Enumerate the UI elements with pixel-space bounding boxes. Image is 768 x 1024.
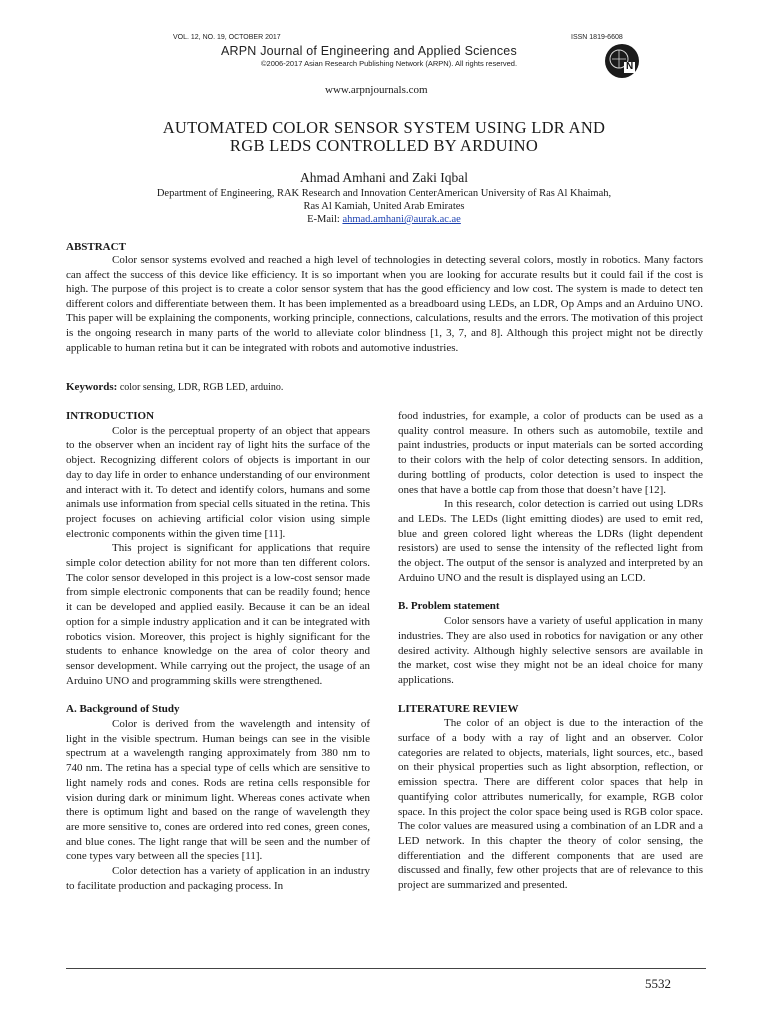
background-heading: A. Background of Study	[66, 703, 180, 716]
right-column	[398, 409, 703, 893]
paper-title-line-2: RGB LEDS CONTROLLED BY ARDUINO	[229, 136, 539, 155]
issn: ISSN 1819-6608	[571, 34, 623, 41]
right-paragraph-1: food industries, for example, a color of products can be used as a quality control measure. In others such as automobile, textile and paint industries, products or input materials can be sorted according to their colors with the help of color detecting sensors. In addition, during bottling of products, color detection is used to inspect the ones that have a bottle cap from those that doesn’t have [12].	[398, 410, 703, 496]
literature-review-paragraph: The color of an object is due to the interaction of the surface of a body with a ray of light and an observer. Color categories are related to objects, materials, light sources, etc., based on their physical properties such as light absorption, reflection, or emission spectra. There are different color spaces that help in quantifying color attributes numerically, for example, RGB color space. In this project the color space being used is RGB color space. The color values are measured using a combination of an LDR and a LED network. In this chapter the theory of color sensing, the differentiation and the different components that are used are discussed and finally, few other projects that are of relevance to this project are summarized and presented.	[398, 717, 703, 892]
page-number: 5532	[645, 976, 671, 991]
problem-statement-paragraph: Color sensors have a variety of useful application in many industries. They are also used in robotics for navigation or any other desired activity. Although highly selective sensors are available in the market, cost wise they might not be an ideal choice for many applications.	[398, 615, 703, 686]
copyright: ©2006-2017 Asian Research Publishing Network (ARPN). All rights reserved.	[261, 59, 518, 68]
footer-rule	[66, 968, 706, 969]
background-paragraph-1: Color is derived from the wavelength and intensity of light in the visible spectrum. Human beings can see in the visible spectrum at a wavelength ranging approximately from 380 nm to 740 nm. The retina has a special type of cells which are sensitive to light namely rods and cones. Rods are retina cells responsible for vision during dark or minimum light. Whereas cones activate when there is optimum light and based on the range of wavelength they are more sensitive to, cones are ordered into red cones, green cones, and blue cones. The light range that will be seen and the number of cone types vary between all the species [11].	[66, 718, 370, 863]
keywords-line	[66, 381, 283, 393]
abstract-heading: ABSTRACT	[66, 241, 126, 253]
email-line	[0, 213, 768, 226]
keywords-label: Keywords:	[66, 381, 118, 393]
introduction-paragraph-2: This project is significant for applications that require simple color detection ability for not more than ten different colors. The color sensor developed in this project is a low-cost sensor made from simple electronic components that can be readily found; hence it can be developed and applied easily. Because it can be an ideal option for a simple industry application and it can be integrated with robotics vision. Moreover, this project is highly significant for the students to enhance knowledge on the area of color theory and sensor development. While carrying out the project, the usage of an Arduino UNO and programming skills were strengthened.	[66, 542, 370, 687]
literature-review-heading: LITERATURE REVIEW	[398, 702, 519, 715]
email-label: E-Mail:	[307, 214, 343, 225]
arpn-logo	[605, 44, 639, 78]
paper-title-line-1: AUTOMATED COLOR SENSOR SYSTEM USING LDR AND	[162, 118, 606, 137]
logo-letter: N	[626, 61, 634, 72]
right-paragraph-2: In this research, color detection is carried out using LDRs and LEDs. The LEDs (light emitting diodes) are used to emit red, blue and green colored light whereas the LDRs (light dependent resistors) are used to sense the intensity of the reflected light from the object. The output of the sensor is analyzed and interpreted by an Arduino UNO and the result is displayed using an LCD.	[398, 498, 703, 584]
background-paragraph-2: Color detection has a variety of application in an industry to facilitate production and packaging process. In	[66, 865, 370, 892]
introduction-paragraph-1: Color is the perceptual property of an object that appears to the observer when an incident ray of light hits the surface of the object. Recognizing different colors of objects is important in our day to day life in order to enhance understanding of our environment and interact with it. To detect and identify colors, humans and some animals use information from special cells situated in the retina. This project focuses on achieving artificial color vision using simple electronic components within the given time [11].	[66, 424, 370, 540]
volume-info: VOL. 12, NO. 19, OCTOBER 2017	[173, 34, 281, 41]
paper-authors: Ahmad Amhani and Zaki Iqbal	[300, 170, 468, 185]
introduction-heading: INTRODUCTION	[66, 410, 155, 422]
problem-statement-heading: B. Problem statement	[398, 600, 500, 613]
abstract-text: Color sensor systems evolved and reached a high level of technologies in detecting several colors, mostly in robotics. Many factors can affect the success of this device like efficiency. It is so important when you are looking for accurate results but it could fail if the cost is high. The purpose of this project is to create a color sensor system that has the good efficiency and low cost. The system is made to detect ten different colors and differentiate between them. It has been implemented as a breadboard using LEDs, an LDR, Op Amps and an Arduino UNO. This paper will be explaining the components, working principle, connections, calculations, results and the errors. The motivation of this project is the ongoing research in many parts of the world to alleviate color blindness [1, 3, 7, and 8]. Although this project might not be directly applicable to human retina but it can be integrated with robots and automotive industries.	[66, 254, 703, 354]
keywords-text: color sensing, LDR, RGB LED, arduino.	[117, 382, 284, 393]
affiliation-line-2: Ras Al Kamiah, United Arab Emirates	[303, 201, 465, 212]
journal-website[interactable]: www.arpnjournals.com	[325, 84, 428, 96]
author-email-link[interactable]: ahmad.amhani@aurak.ac.ae	[342, 214, 461, 225]
left-column	[66, 409, 370, 894]
journal-name: ARPN Journal of Engineering and Applied Sciences	[221, 44, 517, 58]
affiliation-line-1: Department of Engineering, RAK Research and Innovation CenterAmerican University of Ras Al Khaimah,	[156, 188, 612, 199]
